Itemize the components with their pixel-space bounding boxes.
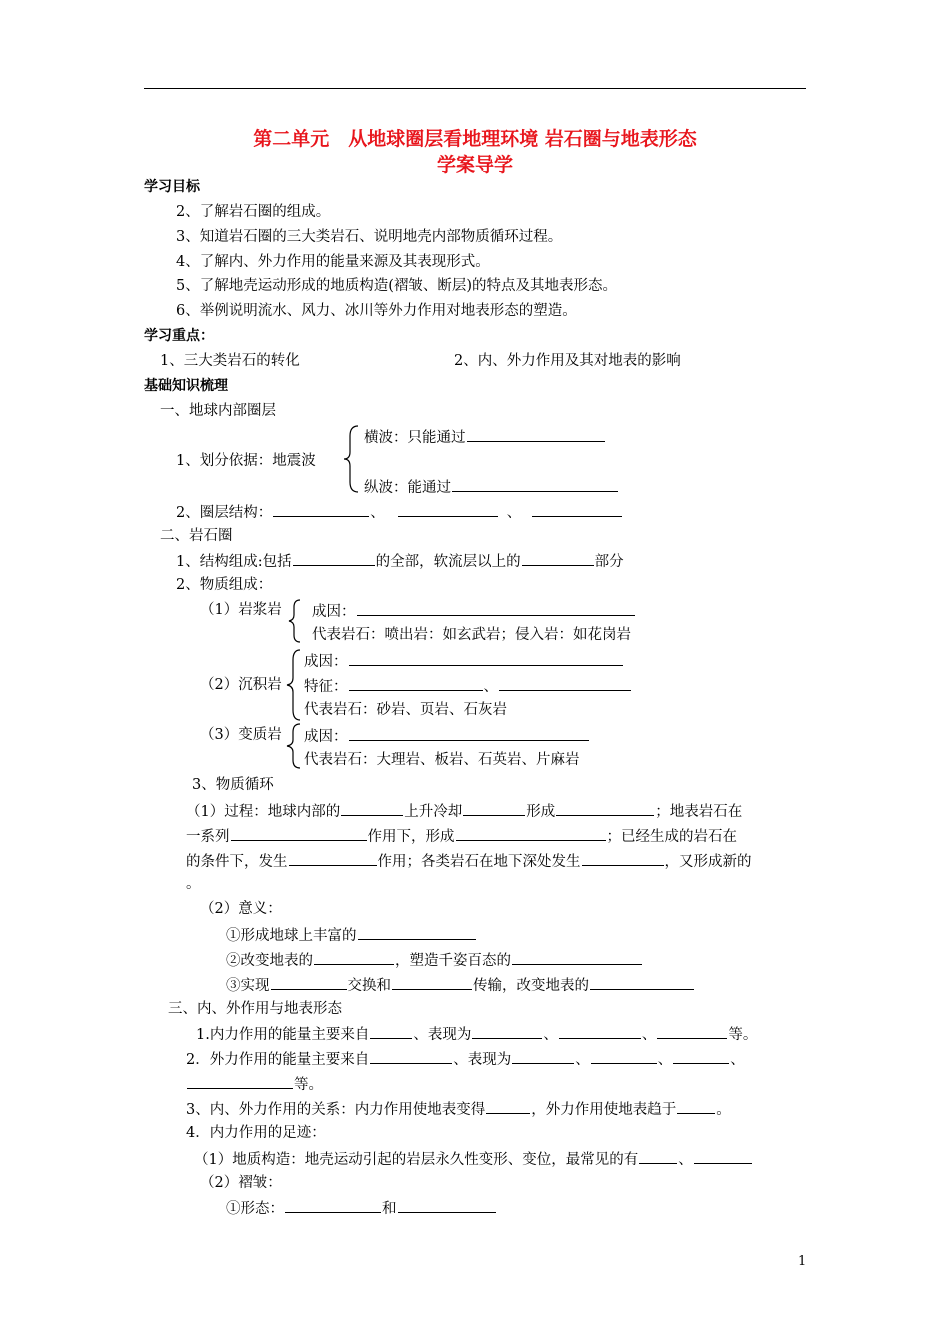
- force-relation-row: [186, 1098, 731, 1120]
- feature-label: 特征：: [304, 679, 348, 695]
- answer-blank[interactable]: [467, 426, 605, 442]
- answer-blank[interactable]: [582, 850, 664, 866]
- answer-blank[interactable]: [486, 1098, 530, 1114]
- structure-row: [176, 550, 624, 572]
- answer-blank[interactable]: [349, 650, 623, 666]
- text: ②改变地表的: [226, 953, 313, 969]
- layer-structure-row: [176, 501, 623, 523]
- sedimentary-examples: 代表岩石：砂岩、页岩、石灰岩: [304, 702, 507, 718]
- goal-2: 2、了解岩石圈的组成。: [176, 204, 331, 220]
- answer-blank[interactable]: [231, 825, 367, 841]
- answer-blank[interactable]: [472, 1023, 542, 1039]
- igneous-rock: （1）岩浆岩: [200, 602, 282, 618]
- answer-blank[interactable]: [639, 1148, 677, 1164]
- separator: 、: [370, 505, 385, 521]
- structure-text-b: 的全部，软流层以上的: [375, 554, 521, 570]
- answer-blank[interactable]: [187, 1073, 293, 1089]
- meaning-3: [226, 974, 695, 996]
- text: 的条件下，发生: [186, 854, 288, 870]
- text: ；地表岩石在: [655, 804, 743, 820]
- text: 等。: [728, 1027, 758, 1043]
- separator: 、: [575, 1052, 590, 1068]
- header-rule: [144, 88, 806, 89]
- answer-blank[interactable]: [532, 501, 622, 517]
- structure-text-a: 1、结构组成:包括: [176, 554, 292, 570]
- answer-blank[interactable]: [522, 550, 594, 566]
- cycle-process-row-1: [186, 800, 742, 822]
- cycle-process-end: 。: [186, 876, 201, 892]
- cause-label: 成因：: [304, 654, 348, 670]
- shear-wave-label: 横波：只能通过: [364, 430, 466, 446]
- text: ①形成地球上丰富的: [226, 928, 357, 944]
- answer-blank[interactable]: [673, 1048, 729, 1064]
- cycle-process-row-3: [186, 850, 752, 872]
- text: 作用；各类岩石在地下深处发生: [377, 854, 581, 870]
- text: 。: [716, 1102, 731, 1118]
- heading-forces: 三、内、外作用与地表形态: [168, 1001, 342, 1017]
- text: 1.内力作用的能量主要来自: [196, 1027, 370, 1043]
- cause-label: 成因：: [312, 604, 356, 620]
- external-force-row-cont: [186, 1073, 323, 1095]
- title-line-2: 学案导学: [436, 154, 513, 176]
- answer-blank[interactable]: [349, 675, 483, 691]
- answer-blank[interactable]: [657, 1023, 727, 1039]
- metamorphic-examples: 代表岩石：大理岩、板岩、石英岩、片麻岩: [304, 752, 580, 768]
- division-basis: 1、划分依据：地震波: [176, 453, 316, 469]
- shear-wave-row: [364, 426, 606, 448]
- text: ，塑造千姿百态的: [395, 953, 511, 969]
- answer-blank[interactable]: [559, 1023, 641, 1039]
- text: 传输，改变地表的: [473, 978, 589, 994]
- separator: 、: [506, 505, 522, 521]
- text: 一系列: [186, 829, 230, 845]
- brace-seismic: [342, 424, 362, 494]
- answer-blank[interactable]: [452, 476, 618, 492]
- answer-blank[interactable]: [694, 1148, 752, 1164]
- answer-blank[interactable]: [398, 501, 498, 517]
- answer-blank[interactable]: [512, 1048, 574, 1064]
- answer-blank[interactable]: [273, 501, 369, 517]
- separator: 、: [730, 1052, 745, 1068]
- answer-blank[interactable]: [293, 550, 375, 566]
- answer-blank[interactable]: [314, 949, 394, 965]
- igneous-cause-row: [312, 600, 636, 622]
- answer-blank[interactable]: [556, 800, 654, 816]
- metamorphic-rock: （3）变质岩: [200, 727, 282, 743]
- text: 形成: [526, 804, 556, 820]
- answer-blank[interactable]: [370, 1048, 452, 1064]
- meaning-heading: （2）意义：: [200, 901, 282, 917]
- key-point-1: 1、三大类岩石的转化: [160, 353, 300, 369]
- section-key: 学习重点：: [144, 328, 214, 344]
- goal-4: 4、了解内、外力作用的能量来源及其表现形式。: [176, 254, 490, 270]
- page-number: 1: [798, 1254, 807, 1269]
- text: 、表现为: [453, 1052, 512, 1068]
- text: （1）地质构造：地壳运动引起的岩层永久性变形、变位，最常见的有: [194, 1152, 639, 1168]
- brace-igneous: [288, 598, 302, 644]
- answer-blank[interactable]: [341, 800, 403, 816]
- metamorphic-cause-row: [304, 725, 590, 747]
- answer-blank[interactable]: [370, 1023, 412, 1039]
- text: 上升冷却: [404, 804, 463, 820]
- text: 和: [382, 1201, 397, 1217]
- meaning-2: [226, 949, 643, 971]
- material-cycle: 3、物质循环: [192, 777, 274, 793]
- structure-text-c: 部分: [594, 554, 624, 570]
- separator: 、: [678, 1152, 693, 1168]
- meaning-1: [226, 924, 477, 946]
- heading-lithosphere: 二、岩石圈: [160, 528, 233, 544]
- fold-heading: （2）褶皱：: [200, 1175, 282, 1191]
- brace-metamorphic: [286, 722, 302, 770]
- answer-blank[interactable]: [677, 1098, 715, 1114]
- text: 交换和: [347, 978, 391, 994]
- answer-blank[interactable]: [289, 850, 377, 866]
- external-force-row: [186, 1048, 745, 1070]
- sedimentary-rock: （2）沉积岩: [200, 677, 282, 693]
- answer-blank[interactable]: [349, 725, 589, 741]
- fold-form-row: [226, 1197, 497, 1219]
- longitudinal-wave-row: [364, 476, 619, 498]
- separator: 、: [657, 1052, 673, 1068]
- sedimentary-cause-row: [304, 650, 624, 672]
- cycle-process-row-2: [186, 825, 737, 847]
- goal-3: 3、知道岩石圈的三大类岩石、说明地壳内部物质循环过程。: [176, 229, 563, 245]
- answer-blank[interactable]: [499, 675, 631, 691]
- text: 等。: [294, 1077, 323, 1093]
- text: ，外力作用使地表趋于: [531, 1102, 677, 1118]
- heading-inner-layers: 一、地球内部圈层: [160, 403, 276, 419]
- goal-5: 5、了解地壳运动形成的地质构造(褶皱、断层)的特点及其地表形态。: [176, 278, 618, 294]
- key-point-2: 2、内、外力作用及其对地表的影响: [454, 353, 681, 369]
- text: 、表现为: [413, 1027, 472, 1043]
- answer-blank[interactable]: [512, 949, 642, 965]
- brace-sedimentary: [286, 648, 302, 722]
- answer-blank[interactable]: [463, 800, 525, 816]
- layer-structure-label: 2、圈层结构：: [176, 505, 273, 521]
- text: 作用下，形成: [367, 829, 455, 845]
- title-line-1: 第二单元 从地球圈层看地理环境 岩石圈与地表形态: [253, 128, 697, 150]
- separator: 、: [641, 1027, 657, 1043]
- internal-force-row: [196, 1023, 757, 1045]
- answer-blank[interactable]: [591, 1048, 657, 1064]
- separator: 、: [483, 679, 498, 695]
- answer-blank[interactable]: [285, 1197, 381, 1213]
- text: ③实现: [226, 978, 270, 994]
- answer-blank[interactable]: [358, 924, 476, 940]
- text: ；已经生成的岩石在: [606, 829, 737, 845]
- answer-blank[interactable]: [357, 600, 635, 616]
- section-basic: 基础知识梳理: [144, 378, 228, 394]
- section-goals: 学习目标: [144, 179, 200, 195]
- geologic-structure-row: [194, 1148, 753, 1170]
- text: ，又形成新的: [664, 854, 752, 870]
- longitudinal-wave-label: 纵波：能通过: [364, 480, 451, 496]
- text: 3、内、外力作用的关系：内力作用使地表变得: [186, 1102, 486, 1118]
- answer-blank[interactable]: [590, 974, 694, 990]
- material-composition: 2、物质组成：: [176, 577, 273, 593]
- text: 2．外力作用的能量主要来自: [186, 1052, 370, 1068]
- answer-blank[interactable]: [271, 974, 347, 990]
- cause-label: 成因：: [304, 729, 348, 745]
- text: ①形态：: [226, 1201, 284, 1217]
- igneous-examples: 代表岩石：喷出岩：如玄武岩；侵入岩：如花岗岩: [312, 627, 631, 643]
- answer-blank[interactable]: [398, 1197, 496, 1213]
- answer-blank[interactable]: [456, 825, 606, 841]
- internal-traces: 4．内力作用的足迹：: [186, 1125, 326, 1141]
- text: （1）过程：地球内部的: [186, 804, 341, 820]
- answer-blank[interactable]: [392, 974, 472, 990]
- goal-6: 6、举例说明流水、风力、冰川等外力作用对地表形态的塑造。: [176, 303, 577, 319]
- sedimentary-feature-row: [304, 675, 632, 697]
- separator: 、: [543, 1027, 558, 1043]
